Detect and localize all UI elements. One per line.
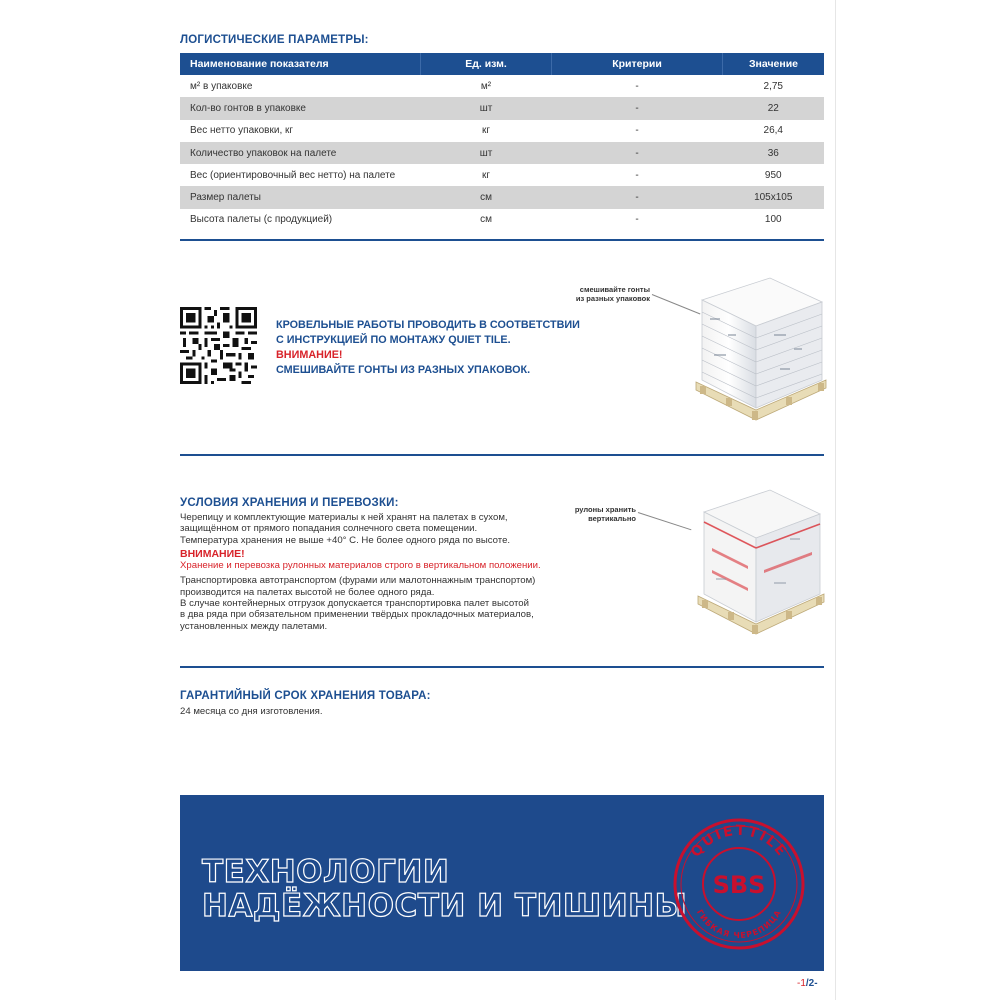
storage-text-line: Черепицу и комплектующие материалы к ней хранят на палетах в сухом, [180,512,508,523]
storage-text-line: Температура хранения не выше +40° С. Не более одного ряда по высоте. [180,534,511,546]
storage-title: УСЛОВИЯ ХРАНЕНИЯ И ПЕРЕВОЗКИ: [180,497,399,509]
sbs-seal-logo [670,815,808,953]
banner-line-2: НАДЁЖНОСТИ И ТИШИНЫ [202,888,688,924]
pallet-1-callout-label [560,285,650,303]
section-divider [180,666,824,668]
shingle-pallet-image [690,268,828,426]
storage-text-line: в два ряда при обязательном применении твёрдых прокладочных материалов, [180,609,534,621]
brand-banner [180,795,824,971]
row-unit: см [421,186,552,208]
install-instructions [276,318,580,378]
page-edge-line [835,0,836,1000]
seal-center-text: SBS [712,871,766,899]
section-divider [180,454,824,456]
install-line-2: С ИНСТРУКЦИЕЙ ПО МОНТАЖУ QUIET TILE. [276,334,511,346]
storage-text-line: Транспортировка автотранспортом (фурами или малотоннажным транспортом) [180,575,536,587]
storage-text-line: производится на палетах высотой не более одного ряда. [180,586,435,598]
pallet-2-callout-line-1: рулоны хранить [574,505,636,514]
row-value: 36 [723,142,825,164]
table-row [180,209,824,231]
header-unit: Ед. изм. [421,53,552,75]
storage-warning: ВНИМАНИЕ! [180,547,245,560]
row-value: 26,4 [763,125,783,137]
pallet-2-callout-label [560,505,636,523]
row-unit: см [480,214,492,226]
qr-code-icon[interactable] [180,307,257,384]
seal-top-text: QUIETTILE [687,822,791,861]
table-row [180,97,824,119]
roll-pallet-image [690,478,828,640]
section-divider [180,239,824,241]
pallet-1-callout-line-2: из разных упаковок [575,294,650,303]
row-criteria: - [552,97,723,119]
storage-text-line: В случае контейнерных отгрузок допускается транспортировка палет высотой [180,598,529,610]
row-value: 2,75 [763,80,783,92]
logistics-table [180,53,824,231]
svg-text:ГИБКАЯ ЧЕРЕПИЦА [695,908,783,940]
row-name: Вес (ориентировочный вес нетто) на палете [190,169,396,181]
table-row [180,186,824,208]
row-unit: м² [480,80,492,92]
row-name: Кол-во гонтов в упаковке [180,97,421,119]
warranty-title: ГАРАНТИЙНЫЙ СРОК ХРАНЕНИЯ ТОВАРА: [180,690,431,702]
storage-conditions [180,512,560,632]
page-total: /2- [805,978,818,989]
install-warning: ВНИМАНИЕ! [276,349,343,361]
seal-bottom-text: ГИБКАЯ ЧЕРЕПИЦА [694,908,784,941]
row-value: 105x105 [723,186,825,208]
header-value: Значение [723,53,825,75]
banner-line-1: ТЕХНОЛОГИИ [202,854,450,890]
logistics-title: ЛОГИСТИЧЕСКИЕ ПАРАМЕТРЫ: [180,34,369,46]
table-row [180,142,824,164]
header-name: Наименование показателя [180,53,421,75]
table-row [180,75,824,97]
row-criteria: - [552,142,723,164]
row-name: Количество упаковок на палете [180,142,421,164]
row-criteria: - [635,80,639,92]
install-line-1: КРОВЕЛЬНЫЕ РАБОТЫ ПРОВОДИТЬ В СООТВЕТСТВИИ [276,319,580,331]
storage-warning-text: Хранение и перевозка рулонных материалов строго в вертикальном положении. [180,560,541,572]
warranty-text: 24 месяца со дня изготовления. [180,706,323,717]
row-value: 100 [764,214,782,226]
row-unit: шт [421,142,552,164]
row-name: Вес нетто упаковки, кг [190,125,294,137]
row-unit: кг [481,169,491,181]
pallet-1-callout-line-1: смешивайте гонты [579,285,650,294]
row-name: Высота палеты (с продукцией) [190,214,333,226]
banner-slogan [202,855,687,923]
row-unit: кг [481,125,491,137]
table-row [180,120,824,142]
row-unit: шт [421,97,552,119]
row-criteria: - [635,214,639,226]
row-criteria: - [552,186,723,208]
table-row [180,164,824,186]
svg-text:QUIETTILE [688,823,790,861]
row-criteria: - [635,169,639,181]
install-line-3: СМЕШИВАЙТЕ ГОНТЫ ИЗ РАЗНЫХ УПАКОВОК. [276,364,531,376]
page-current: -1 [797,978,806,989]
row-name: Размер палеты [180,186,421,208]
storage-text-line: защищённом от прямого попадания солнечного света помещении. [180,523,478,535]
row-value: 22 [723,97,825,119]
page-number [797,978,818,989]
header-criteria: Критерии [552,53,723,75]
row-name: м² в упаковке [190,80,253,92]
pallet-2-callout-line-2: вертикально [588,514,636,523]
table-header-row [180,53,824,75]
row-value: 950 [764,169,782,181]
storage-text-line: установленных между палетами. [180,620,328,632]
row-criteria: - [635,125,639,137]
pallet-2-callout-pointer [638,512,692,530]
